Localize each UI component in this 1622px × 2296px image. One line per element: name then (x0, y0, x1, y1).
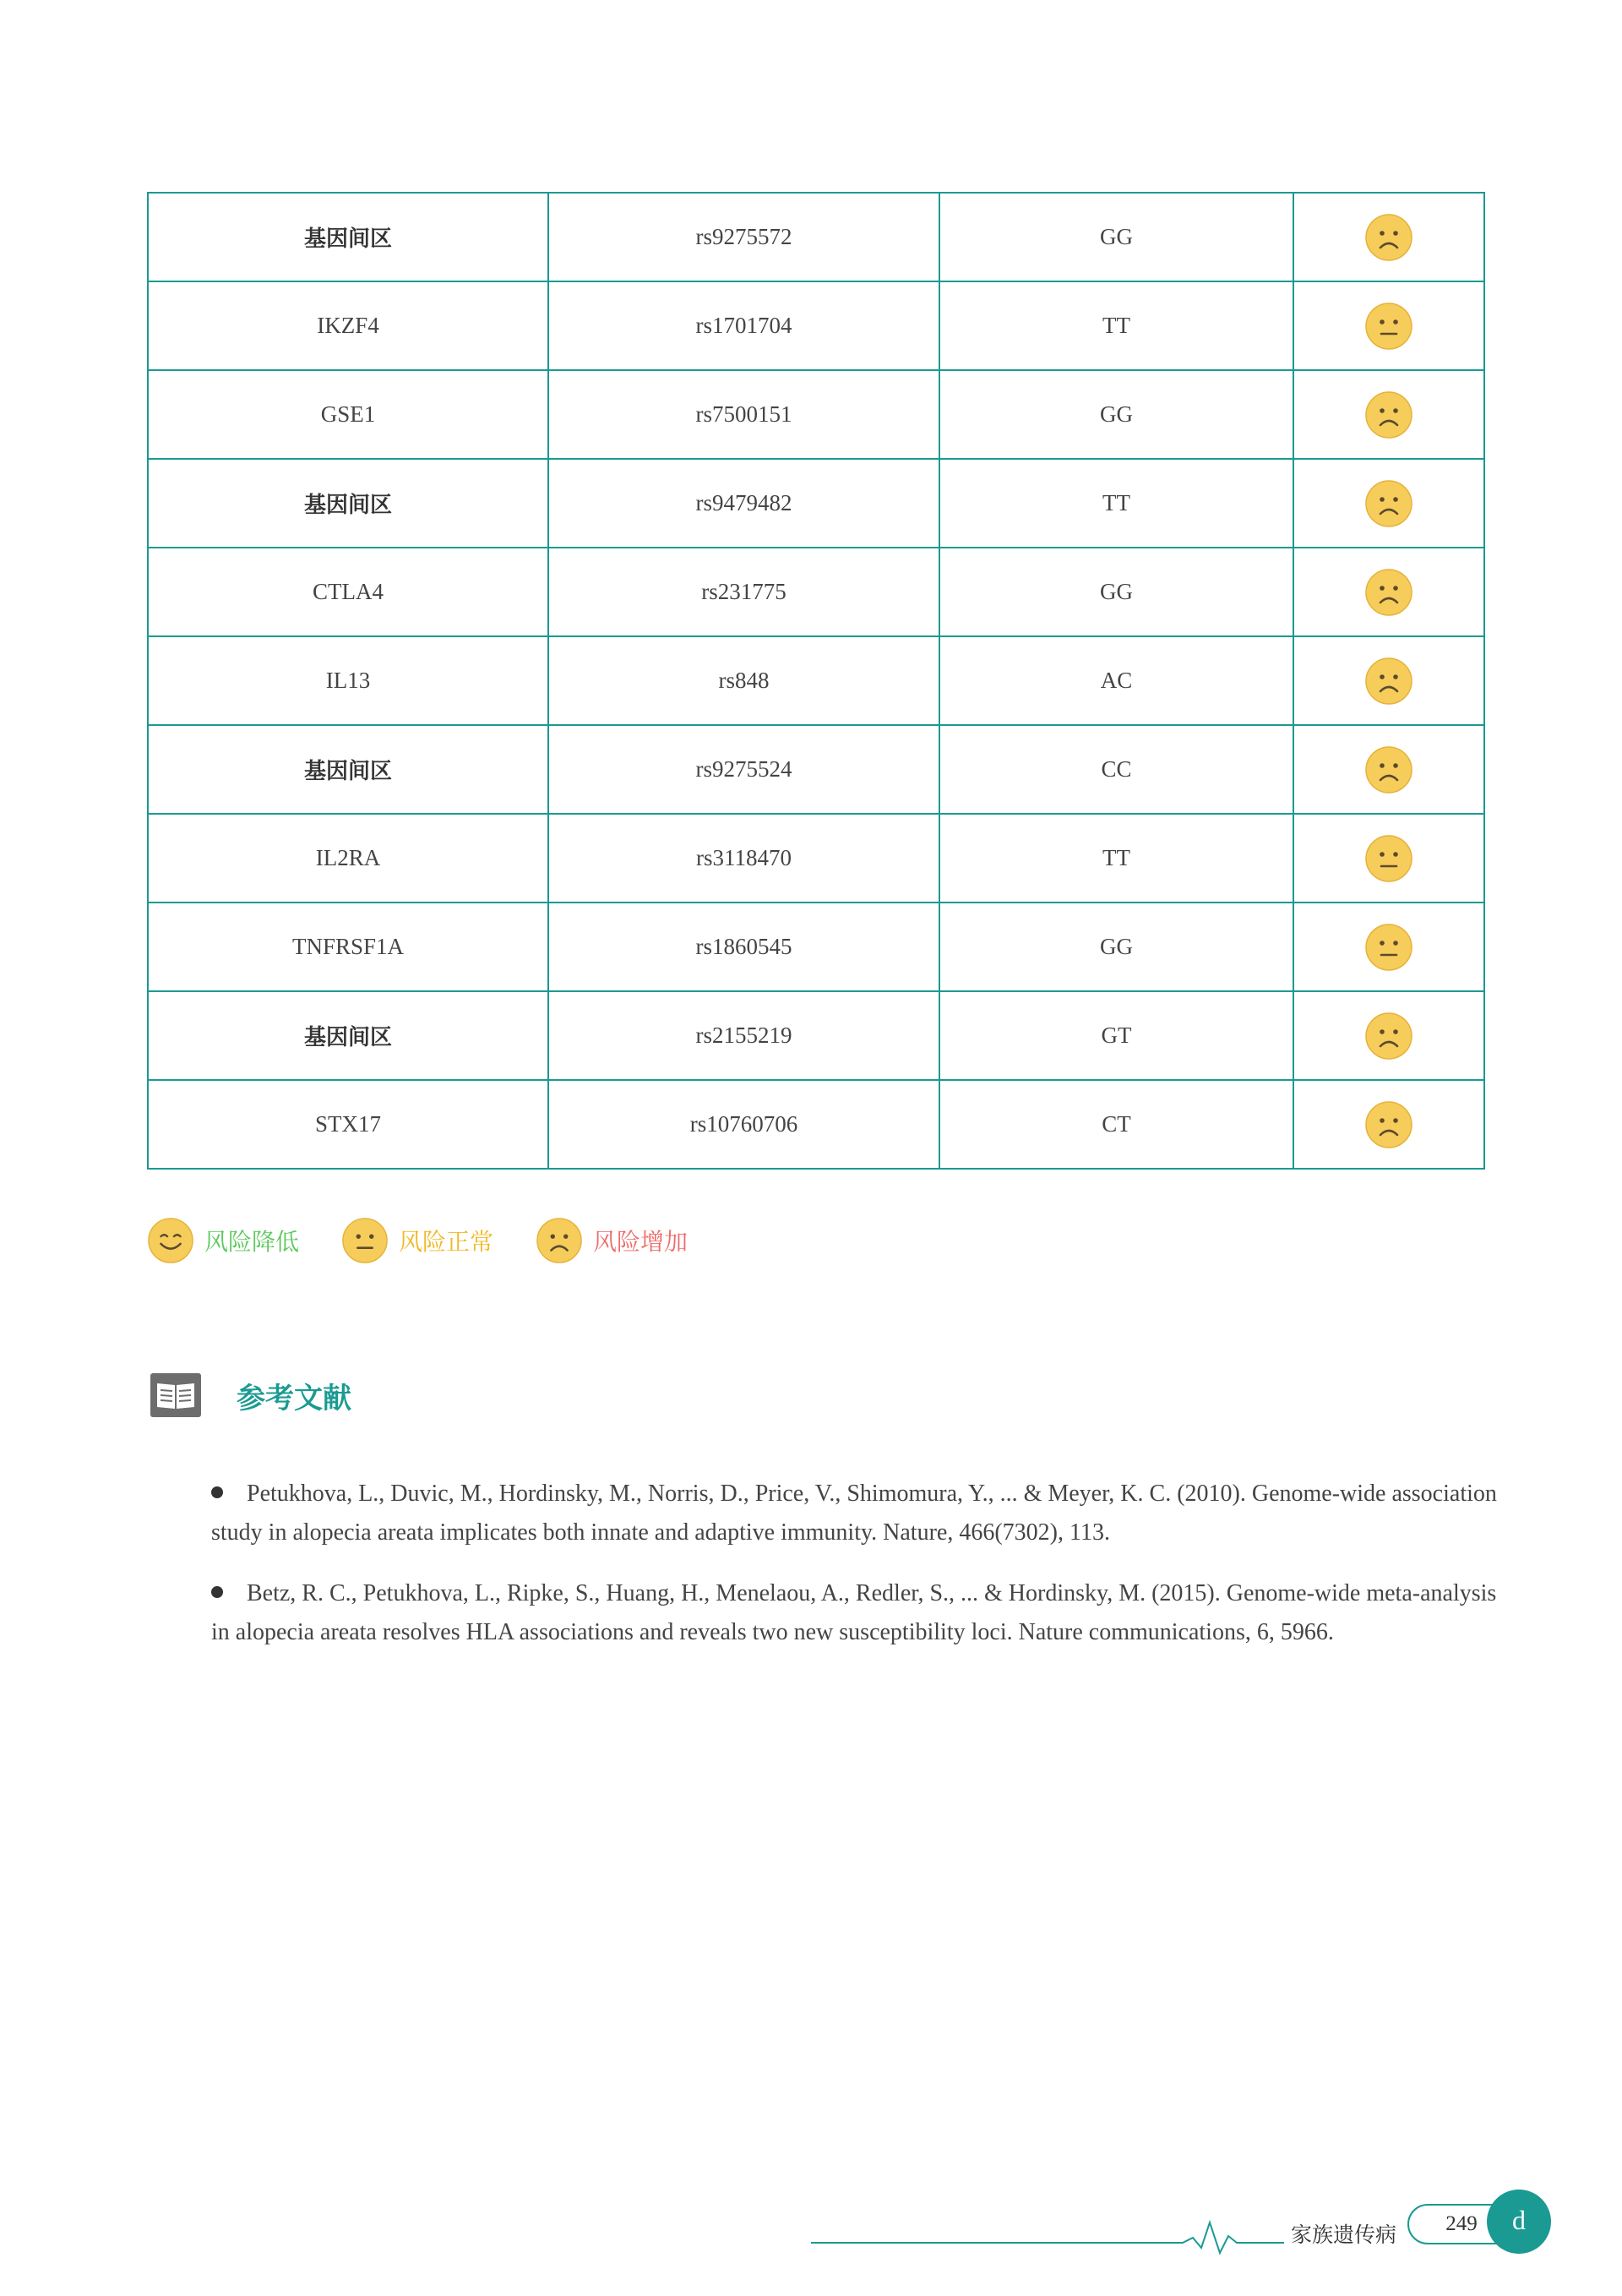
table-row (148, 193, 1484, 281)
risk-cell (1293, 281, 1484, 370)
table-row (148, 548, 1484, 636)
snp-cell: rs3118470 (548, 814, 939, 903)
risk-cell (1293, 991, 1484, 1080)
frowning-face-icon (1364, 1012, 1413, 1061)
risk-cell (1293, 903, 1484, 991)
snp-cell: rs10760706 (548, 1080, 939, 1169)
risk-legend (147, 1217, 730, 1264)
table-row (148, 370, 1484, 459)
risk-cell (1293, 814, 1484, 903)
frowning-face-icon (1364, 390, 1413, 439)
risk-cell (1293, 636, 1484, 725)
genotype-cell: TT (939, 281, 1293, 370)
genotype-cell: GG (939, 903, 1293, 991)
gene-cell: STX17 (148, 1080, 548, 1169)
gene-cell: 基因间区 (148, 193, 548, 281)
references-title: 参考文献 (237, 1381, 351, 1415)
references-heading (150, 1373, 351, 1417)
table-row (148, 459, 1484, 548)
risk-cell (1293, 725, 1484, 814)
gene-cell: GSE1 (148, 370, 548, 459)
frowning-face-icon (1364, 657, 1413, 706)
snp-cell: rs231775 (548, 548, 939, 636)
frowning-face-icon (1364, 1100, 1413, 1149)
snp-cell: rs9479482 (548, 459, 939, 548)
snp-cell: rs7500151 (548, 370, 939, 459)
genotype-cell: TT (939, 459, 1293, 548)
risk-cell (1293, 459, 1484, 548)
smiling-face-icon (147, 1217, 194, 1264)
neutral-face-icon (1364, 923, 1413, 972)
gene-cell: 基因间区 (148, 725, 548, 814)
table-row (148, 636, 1484, 725)
genotype-cell: GT (939, 991, 1293, 1080)
reference-text: Betz, R. C., Petukhova, L., Ripke, S., Huang, H., Menelaou, A., Redler, S., ... & Hordinsky, M. (2015). Genome-wide meta-analysis in alopecia areata resolves HLA associations and reveals two new susceptibility loci. Nature communications, 6, 5966. (211, 1580, 1497, 1645)
gene-cell: 基因间区 (148, 991, 548, 1080)
neutral-face-icon (1364, 834, 1413, 883)
neutral-face-icon (1364, 302, 1413, 351)
legend-item-normal (341, 1217, 493, 1264)
reference-item (211, 1574, 1521, 1652)
legend-label: 风险增加 (593, 1228, 689, 1256)
genotype-cell: CC (939, 725, 1293, 814)
book-icon (150, 1373, 201, 1417)
snp-cell: rs1701704 (548, 281, 939, 370)
risk-cell (1293, 1080, 1484, 1169)
references-list (211, 1475, 1521, 1674)
table-row (148, 903, 1484, 991)
genotype-cell: TT (939, 814, 1293, 903)
table-row (148, 814, 1484, 903)
legend-label: 风险降低 (204, 1228, 300, 1256)
genotype-cell: GG (939, 548, 1293, 636)
table-row (148, 281, 1484, 370)
legend-item-increase (536, 1217, 688, 1264)
page-number: 249 (1407, 2204, 1516, 2244)
gene-cell: TNFRSF1A (148, 903, 548, 991)
snp-cell: rs2155219 (548, 991, 939, 1080)
table-row (148, 991, 1484, 1080)
genotype-cell: GG (939, 370, 1293, 459)
gene-cell: IL13 (148, 636, 548, 725)
frowning-face-icon (1364, 745, 1413, 794)
gene-cell: 基因间区 (148, 459, 548, 548)
genotype-cell: AC (939, 636, 1293, 725)
risk-cell (1293, 370, 1484, 459)
legend-item-decrease (147, 1217, 299, 1264)
snp-cell: rs848 (548, 636, 939, 725)
snp-cell: rs1860545 (548, 903, 939, 991)
gene-cell: CTLA4 (148, 548, 548, 636)
table-row (148, 1080, 1484, 1169)
snp-table-body (148, 193, 1484, 1169)
reference-item (211, 1475, 1521, 1552)
section-badge: d (1487, 2190, 1551, 2254)
genotype-cell: CT (939, 1080, 1293, 1169)
neutral-face-icon (341, 1217, 389, 1264)
gene-cell: IL2RA (148, 814, 548, 903)
legend-label: 风险正常 (399, 1228, 494, 1256)
risk-cell (1293, 548, 1484, 636)
gene-cell: IKZF4 (148, 281, 548, 370)
risk-cell (1293, 193, 1484, 281)
table-row (148, 725, 1484, 814)
snp-cell: rs9275572 (548, 193, 939, 281)
bullet-icon (211, 1486, 223, 1498)
snp-cell: rs9275524 (548, 725, 939, 814)
frowning-face-icon (1364, 568, 1413, 617)
frowning-face-icon (1364, 213, 1413, 262)
genotype-cell: GG (939, 193, 1293, 281)
frowning-face-icon (536, 1217, 583, 1264)
bullet-icon (211, 1586, 223, 1598)
snp-table (147, 192, 1485, 1170)
footer-book-title: 家族遗传病 (1291, 2222, 1397, 2247)
reference-text: Petukhova, L., Duvic, M., Hordinsky, M., Norris, D., Price, V., Shimomura, Y., ... & Meyer, K. C. (2010). Genome-wide association study in alopecia areata implicates both innate and adaptive immunity. Nature, 466(7302), 113. (211, 1481, 1497, 1546)
frowning-face-icon (1364, 479, 1413, 528)
